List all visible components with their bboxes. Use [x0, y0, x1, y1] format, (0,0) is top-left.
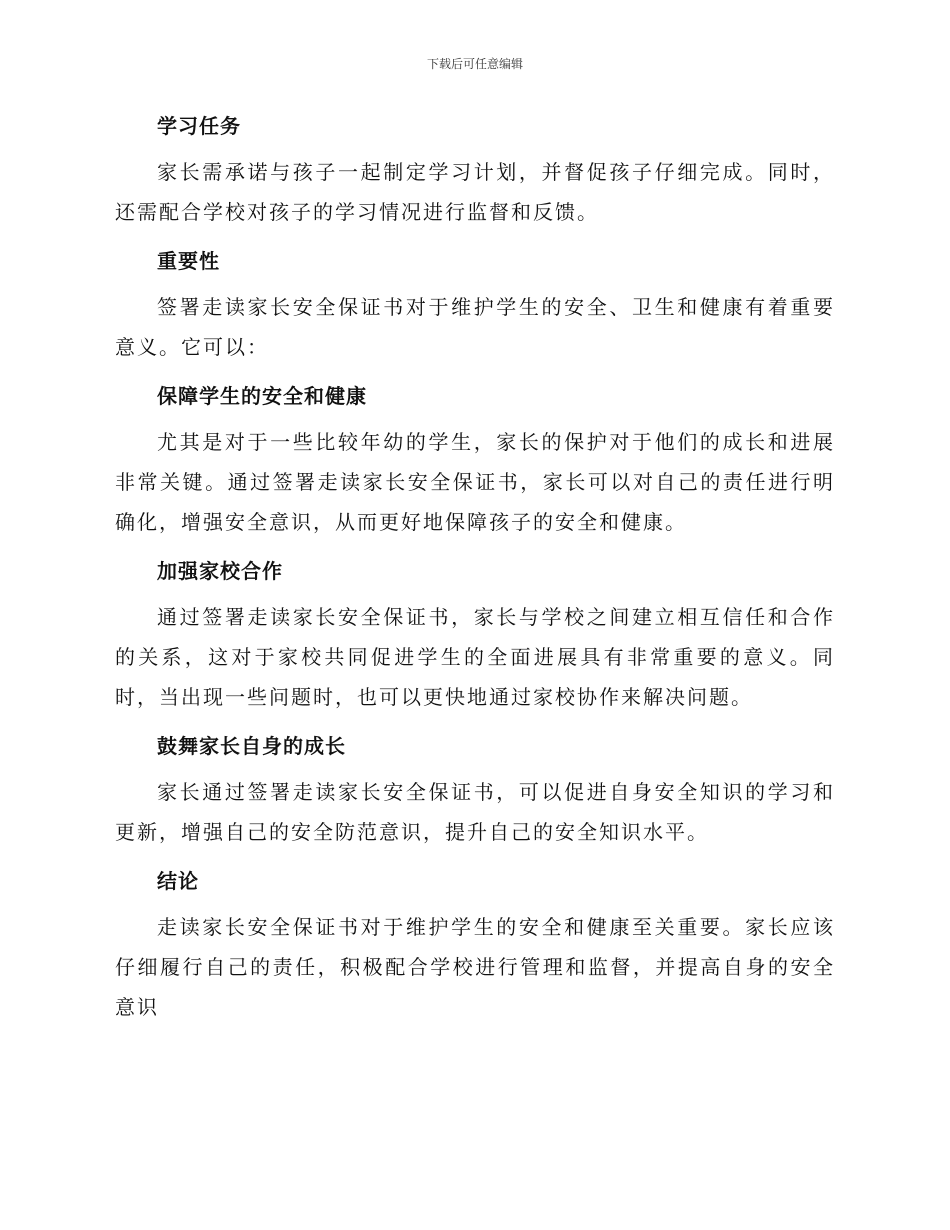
section-paragraph-safety-health: 尤其是对于一些比较年幼的学生，家长的保护对于他们的成长和进展非常关键。通过签署走读家长安全保证书，家长可以对自己的责任进行明确化，增强安全意识，从而更好地保障孩子的安全和健康。 — [115, 430, 835, 534]
section-heading-study-tasks: 学习任务 — [157, 114, 241, 138]
section-paragraph-conclusion: 走读家长安全保证书对于维护学生的安全和健康至关重要。家长应该仔细履行自己的责任，积极配合学校进行管理和监督，并提高自身的安全意识 — [115, 915, 835, 1019]
section-paragraph-parent-growth: 家长通过签署走读家长安全保证书，可以促进自身安全知识的学习和更新，增强自己的安全防范意识，提升自己的安全知识水平。 — [115, 780, 835, 844]
section-paragraph-importance: 签署走读家长安全保证书对于维护学生的安全、卫生和健康有着重要意义。它可以： — [115, 295, 835, 359]
document-body — [115, 106, 835, 1036]
section-heading-home-school-cooperation: 加强家校合作 — [157, 559, 283, 583]
page-header: 下载后可任意编辑 — [426, 57, 523, 71]
section-heading-parent-growth: 鼓舞家长自身的成长 — [157, 734, 346, 758]
section-heading-conclusion: 结论 — [157, 869, 199, 893]
section-paragraph-home-school-cooperation: 通过签署走读家长安全保证书，家长与学校之间建立相互信任和合作的关系，这对于家校共同促进学生的全面进展具有非常重要的意义。同时，当出现一些问题时，也可以更快地通过家校协作来解决问题。 — [115, 605, 835, 709]
section-heading-safety-health: 保障学生的安全和健康 — [157, 384, 367, 408]
section-heading-importance: 重要性 — [157, 249, 220, 273]
section-paragraph-study-tasks: 家长需承诺与孩子一起制定学习计划，并督促孩子仔细完成。同时，还需配合学校对孩子的学习情况进行监督和反馈。 — [115, 160, 835, 224]
